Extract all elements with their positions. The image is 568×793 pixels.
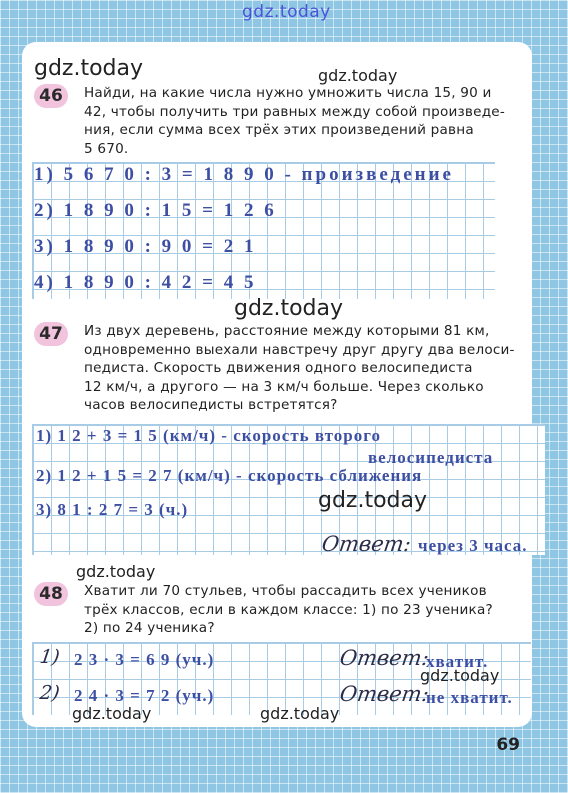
task-47-answer-3: 3) 8 1 : 2 7 = 3 (ч.) <box>36 500 189 519</box>
task-47-answer-1: 1) 1 2 + 3 = 1 5 (км/ч) - скорость второго <box>36 426 382 445</box>
task-48-answer-2-number: 2) <box>38 682 62 704</box>
page-number: 69 <box>496 735 520 755</box>
watermark: gdz.today <box>76 562 156 581</box>
task-48-answer-2-calc: 2 4 · 3 = 7 2 (уч.) <box>74 686 215 705</box>
watermark: gdz.today <box>318 488 428 513</box>
task-text-line: 2) по 24 ученика? <box>84 620 215 636</box>
task-46-answer-3: 3) 1 8 9 0 : 9 0 = 2 1 <box>34 236 257 257</box>
task-text-line: педиста. Скорость движения одного велосипедиста <box>84 360 473 376</box>
task-48-answer-1-number: 1) <box>38 646 62 668</box>
task-47-answer-1-cont: велосипедиста <box>368 448 494 467</box>
task-text-line: трёх классов, если в каждом классе: 1) по 23 ученика? <box>84 601 493 618</box>
task-number-48: 48 <box>34 582 68 606</box>
task-48-answer-2-text: не хватит. <box>426 688 513 707</box>
watermark: gdz.today <box>234 296 344 321</box>
task-47-answer-2: 2) 1 2 + 1 5 = 2 7 (км/ч) - скорость сближения <box>36 466 423 485</box>
watermark: gdz.today <box>318 66 398 85</box>
task-48-answer-1-label: Ответ: <box>338 646 431 670</box>
watermark: gdz.today <box>72 704 152 723</box>
watermark: gdz.today <box>260 704 340 723</box>
task-text-line: 5 670. <box>84 140 129 157</box>
task-text-line: часов велосипедисты встретятся? <box>84 397 338 413</box>
task-46-answer-4: 4) 1 8 9 0 : 4 2 = 4 5 <box>34 272 257 293</box>
task-47-answer-text: через 3 часа. <box>418 536 528 555</box>
task-48-text <box>84 582 493 638</box>
task-48-answer-1-calc: 2 3 · 3 = 6 9 (уч.) <box>74 650 215 669</box>
task-text-line: одновременно выехали навстречу друг другу два велоси- <box>84 341 515 358</box>
watermark-top: gdz.today <box>242 2 331 22</box>
task-47-answer-label: Ответ: <box>320 532 413 556</box>
task-text-line: Найди, на какие числа нужно умножить числа 15, 90 и <box>84 85 492 101</box>
task-48-answer-2-label: Ответ: <box>338 682 431 706</box>
task-text-line: 42, чтобы получить три равных между собой произведе- <box>84 103 505 120</box>
task-text-line: Хватит ли 70 стульев, чтобы рассадить всех учеников <box>84 583 487 599</box>
task-48-answer-1-text: хватит. <box>426 652 489 671</box>
watermark: gdz.today <box>420 666 500 685</box>
task-46-answer-1: 1) 5 6 7 0 : 3 = 1 8 9 0 - произведение <box>34 164 454 185</box>
watermark: gdz.today <box>34 56 144 81</box>
task-number-46: 46 <box>34 84 68 108</box>
task-46-answer-2: 2) 1 8 9 0 : 1 5 = 1 2 6 <box>34 200 277 221</box>
task-text-line: Из двух деревень, расстояние между которыми 81 км, <box>84 323 490 339</box>
task-text-line: ния, если сумма всех трёх этих произведений равна <box>84 122 474 138</box>
task-text-line: 12 км/ч, а другого — на 3 км/ч больше. Через сколько <box>84 378 484 395</box>
task-47-text <box>84 322 515 415</box>
task-46-text <box>84 84 505 158</box>
task-number-47: 47 <box>34 322 68 346</box>
